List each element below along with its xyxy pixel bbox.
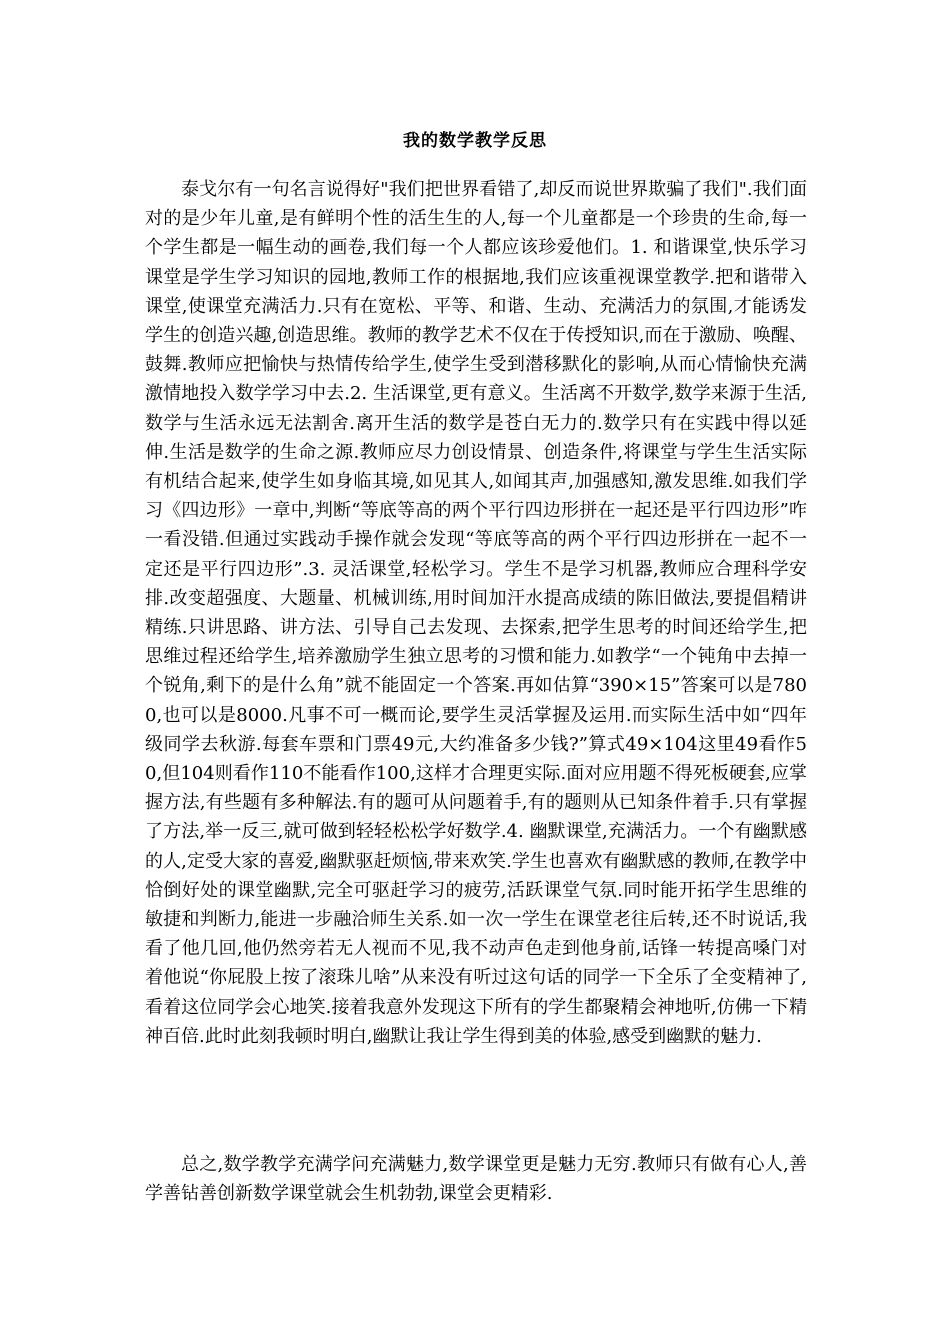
body-paragraph-1: 泰戈尔有一句名言说得好"我们把世界看错了,却反而说世界欺骗了我们".我们面对的是少年儿童,是有鲜明个性的活生生的人,每一个儿童都是一个珍贵的生命,每一个学生都是一幅生动的画卷,我们每一个人都应该珍爱他们。1. 和谐课堂,快乐学习课堂是学生学习知识的园地,教师工作的根据地,我们应该重视课堂教学.把和谐带入课堂,使课堂充满活力.只有在宽松、平等、和谐、生动、充满活力的氛围,才能诱发学生的创造兴趣,创造思维。教师的教学艺术不仅在于传授知识,而在于激励、唤醒、鼓舞.教师应把愉快与热情传给学生,使学生受到潜移默化的影响,从而心情愉快充满激情地投入数学学习中去.2. 生活课堂,更有意义。生活离不开数学,数学来源于生活,数学与生活永远无法割舍.离开生活的数学是苍白无力的.数学只有在实践中得以延伸.生活是数学的生命之源.教师应尽力创设情景、创造条件,将课堂与学生生活实际有机结合起来,使学生如身临其境,如见其人,如闻其声,加强感知,激发思维.如我们学习《四边形》一章中,判断“等底等高的两个平行四边形拼在一起还是平行四边形”咋一看没错.但通过实践动手操作就会发现“等底等高的两个平行四边形拼在一起不一定还是平行四边形”.3. 灵活课堂,轻松学习。学生不是学习机器,教师应合理科学安排.改变超强度、大题量、机械训练,用时间加汗水提高成绩的陈旧做法,要提倡精讲精练.只讲思路、讲方法、引导自己去发现、去探索,把学生思考的时间还给学生,把思维过程还给学生,培养激励学生独立思考的习惯和能力.如教学“一个钝角中去掉一个锐角,剩下的是什么角”就不能固定一个答案.再如估算“390×15”答案可以是7800,也可以是8000.凡事不可一概而论,要学生灵活掌握及运用.而实际生活中如“四年级同学去秋游.每套车票和门票49元,大约准备多少钱?”算式49×104这里49看作50,但104则看作110不能看作100,这样才合理更实际.面对应用题不得死板硬套,应掌握方法,有些题有多种解法.有的题可从问题着手,有的题则从已知条件着手.只有掌握了方法,举一反三,就可做到轻轻松松学好数学.4. 幽默课堂,充满活力。一个有幽默感的人,定受大家的喜爱,幽默驱赶烦恼,带来欢笑.学生也喜欢有幽默感的教师,在教学中恰倒好处的课堂幽默,完全可驱赶学习的疲劳,活跃课堂气氛.同时能开拓学生思维的敏捷和判断力,能进一步融洽师生关系.如一次一学生在课堂老往后转,还不时说话,我看了他几回,他仍然旁若无人视而不见,我不动声色走到他身前,话锋一转提高嗓门对着他说“你屁股上按了滚珠儿啥”从来没有听过这句话的同学一下全乐了全变精神了,看着这位同学会心地笑.接着我意外发现这下所有的学生都聚精会神地听,仿佛一下精神百倍.此时此刻我顿时明白,幽默让我让学生得到美的体验,感受到幽默的魅力.	[145, 179, 807, 1047]
body-paragraph-2: 总之,数学教学充满学问充满魅力,数学课堂更是魅力无穷.教师只有做有心人,善学善钻善创新数学课堂就会生机勃勃,课堂会更精彩.	[145, 1154, 807, 1205]
document-title: 我的数学教学反思	[403, 131, 547, 151]
